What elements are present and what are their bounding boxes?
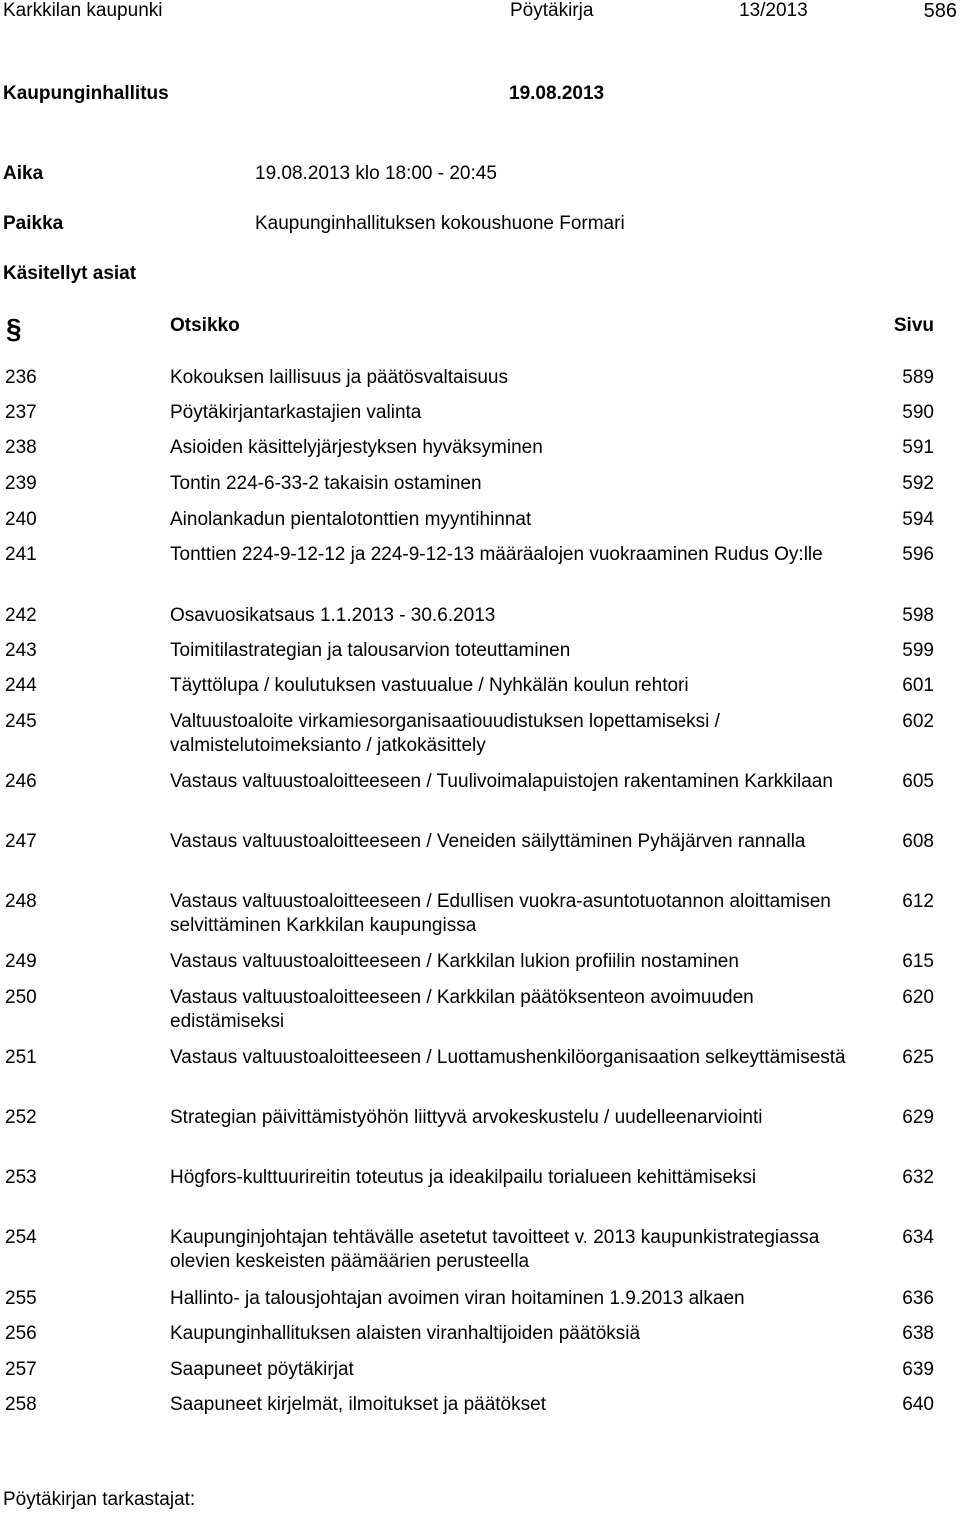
paragraph-symbol: §	[6, 313, 22, 344]
item-page: 612	[902, 891, 934, 912]
item-number: 246	[5, 771, 37, 792]
item-page: 594	[902, 509, 934, 530]
item-number: 249	[5, 951, 37, 972]
item-page: 608	[902, 831, 934, 852]
column-header-title: Otsikko	[170, 315, 240, 336]
time-value: 19.08.2013 klo 18:00 - 20:45	[255, 163, 497, 184]
item-title: Kokouksen laillisuus ja päätösvaltaisuus	[170, 367, 508, 388]
item-number: 257	[5, 1359, 37, 1380]
item-page: 625	[902, 1047, 934, 1068]
document-number: 13/2013	[739, 0, 808, 21]
item-number: 245	[5, 711, 37, 732]
item-title: Valtuustoaloite virkamiesorganisaatiouudistuksen lopettamiseksi / valmistelutoimeksianto / jatkokäsittely	[170, 711, 720, 756]
item-page: 599	[902, 640, 934, 661]
organization-name: Karkkilan kaupunki	[3, 0, 163, 21]
item-title: Saapuneet pöytäkirjat	[170, 1359, 354, 1380]
document-type: Pöytäkirja	[510, 0, 594, 21]
item-number: 237	[5, 402, 37, 423]
item-title: Vastaus valtuustoaloitteeseen / Karkkilan päätöksenteon avoimuuden edistämiseksi	[170, 987, 754, 1032]
item-title: Vastaus valtuustoaloitteeseen / Karkkilan lukion profiilin nostaminen	[170, 951, 739, 972]
item-title: Vastaus valtuustoaloitteeseen / Tuulivoimalapuistojen rakentaminen Karkkilaan	[170, 771, 833, 792]
item-title: Vastaus valtuustoaloitteeseen / Veneiden säilyttäminen Pyhäjärven rannalla	[170, 831, 806, 852]
item-page: 601	[902, 675, 934, 696]
place-label: Paikka	[3, 213, 64, 234]
meeting-date: 19.08.2013	[509, 83, 605, 104]
item-number: 251	[5, 1047, 37, 1068]
item-page: 638	[902, 1323, 934, 1344]
item-number: 247	[5, 831, 37, 852]
item-title: Strategian päivittämistyöhön liittyvä arvokeskustelu / uudelleenarviointi	[170, 1107, 763, 1128]
time-label: Aika	[3, 163, 44, 184]
item-title: Hallinto- ja talousjohtajan avoimen viran hoitaminen 1.9.2013 alkaen	[170, 1288, 745, 1309]
item-number: 254	[5, 1227, 37, 1248]
item-title: Kaupunginjohtajan tehtävälle asetetut tavoitteet v. 2013 kaupunkistrategiassa olevien keskeisten päämäärien perusteella	[170, 1227, 820, 1272]
item-title: Toimitilastrategian ja talousarvion toteuttaminen	[170, 640, 571, 661]
item-title: Vastaus valtuustoaloitteeseen / Edullisen vuokra-asuntotuotannon aloittamisen selvittäminen Karkkilan kaupungissa	[170, 891, 831, 936]
item-number: 236	[5, 367, 37, 388]
item-number: 238	[5, 437, 37, 458]
item-page: 592	[902, 473, 934, 494]
item-page: 632	[902, 1167, 934, 1188]
item-title: Saapuneet kirjelmät, ilmoitukset ja päätökset	[170, 1394, 546, 1415]
item-number: 241	[5, 544, 37, 565]
item-page: 639	[902, 1359, 934, 1380]
item-number: 240	[5, 509, 37, 530]
item-number: 239	[5, 473, 37, 494]
item-page: 591	[902, 437, 934, 458]
item-number: 253	[5, 1167, 37, 1188]
item-title: Tontin 224-6-33-2 takaisin ostaminen	[170, 473, 482, 494]
item-title: Vastaus valtuustoaloitteeseen / Luottamushenkilöorganisaation selkeyttämisestä	[170, 1047, 846, 1068]
item-title: Täyttölupa / koulutuksen vastuualue / Nyhkälän koulun rehtori	[170, 675, 689, 696]
item-page: 589	[902, 367, 934, 388]
item-page: 615	[902, 951, 934, 972]
item-number: 258	[5, 1394, 37, 1415]
item-title: Kaupunginhallituksen alaisten viranhaltijoiden päätöksiä	[170, 1323, 641, 1344]
item-number: 248	[5, 891, 37, 912]
item-page: 602	[902, 711, 934, 732]
item-page: 640	[902, 1394, 934, 1415]
item-title: Asioiden käsittelyjärjestyksen hyväksyminen	[170, 437, 543, 458]
item-number: 252	[5, 1107, 37, 1128]
item-page: 620	[902, 987, 934, 1008]
item-page: 636	[902, 1288, 934, 1309]
place-value: Kaupunginhallituksen kokoushuone Formari	[255, 213, 625, 234]
item-number: 243	[5, 640, 37, 661]
item-page: 590	[902, 402, 934, 423]
item-title: Högfors-kulttuurireitin toteutus ja ideakilpailu torialueen kehittämiseksi	[170, 1167, 757, 1188]
item-number: 255	[5, 1288, 37, 1309]
item-page: 605	[902, 771, 934, 792]
item-title: Ainolankadun pientalotonttien myyntihinnat	[170, 509, 532, 530]
item-page: 598	[902, 605, 934, 626]
item-number: 242	[5, 605, 37, 626]
items-heading: Käsitellyt asiat	[3, 263, 137, 284]
item-page: 634	[902, 1227, 934, 1248]
item-number: 244	[5, 675, 37, 696]
item-title: Pöytäkirjantarkastajien valinta	[170, 402, 422, 423]
item-number: 256	[5, 1323, 37, 1344]
item-page: 596	[902, 544, 934, 565]
item-number: 250	[5, 987, 37, 1008]
column-header-page: Sivu	[893, 315, 934, 336]
item-title: Osavuosikatsaus 1.1.2013 - 30.6.2013	[170, 605, 496, 626]
governing-body: Kaupunginhallitus	[3, 83, 169, 104]
reviewers-label: Pöytäkirjan tarkastajat:	[3, 1489, 196, 1510]
item-title: Tonttien 224-9-12-12 ja 224-9-12-13 määräalojen vuokraaminen Rudus Oy:lle	[170, 544, 823, 565]
item-page: 629	[902, 1107, 934, 1128]
page-number: 586	[923, 0, 957, 22]
paragraph-icon	[6, 314, 20, 344]
